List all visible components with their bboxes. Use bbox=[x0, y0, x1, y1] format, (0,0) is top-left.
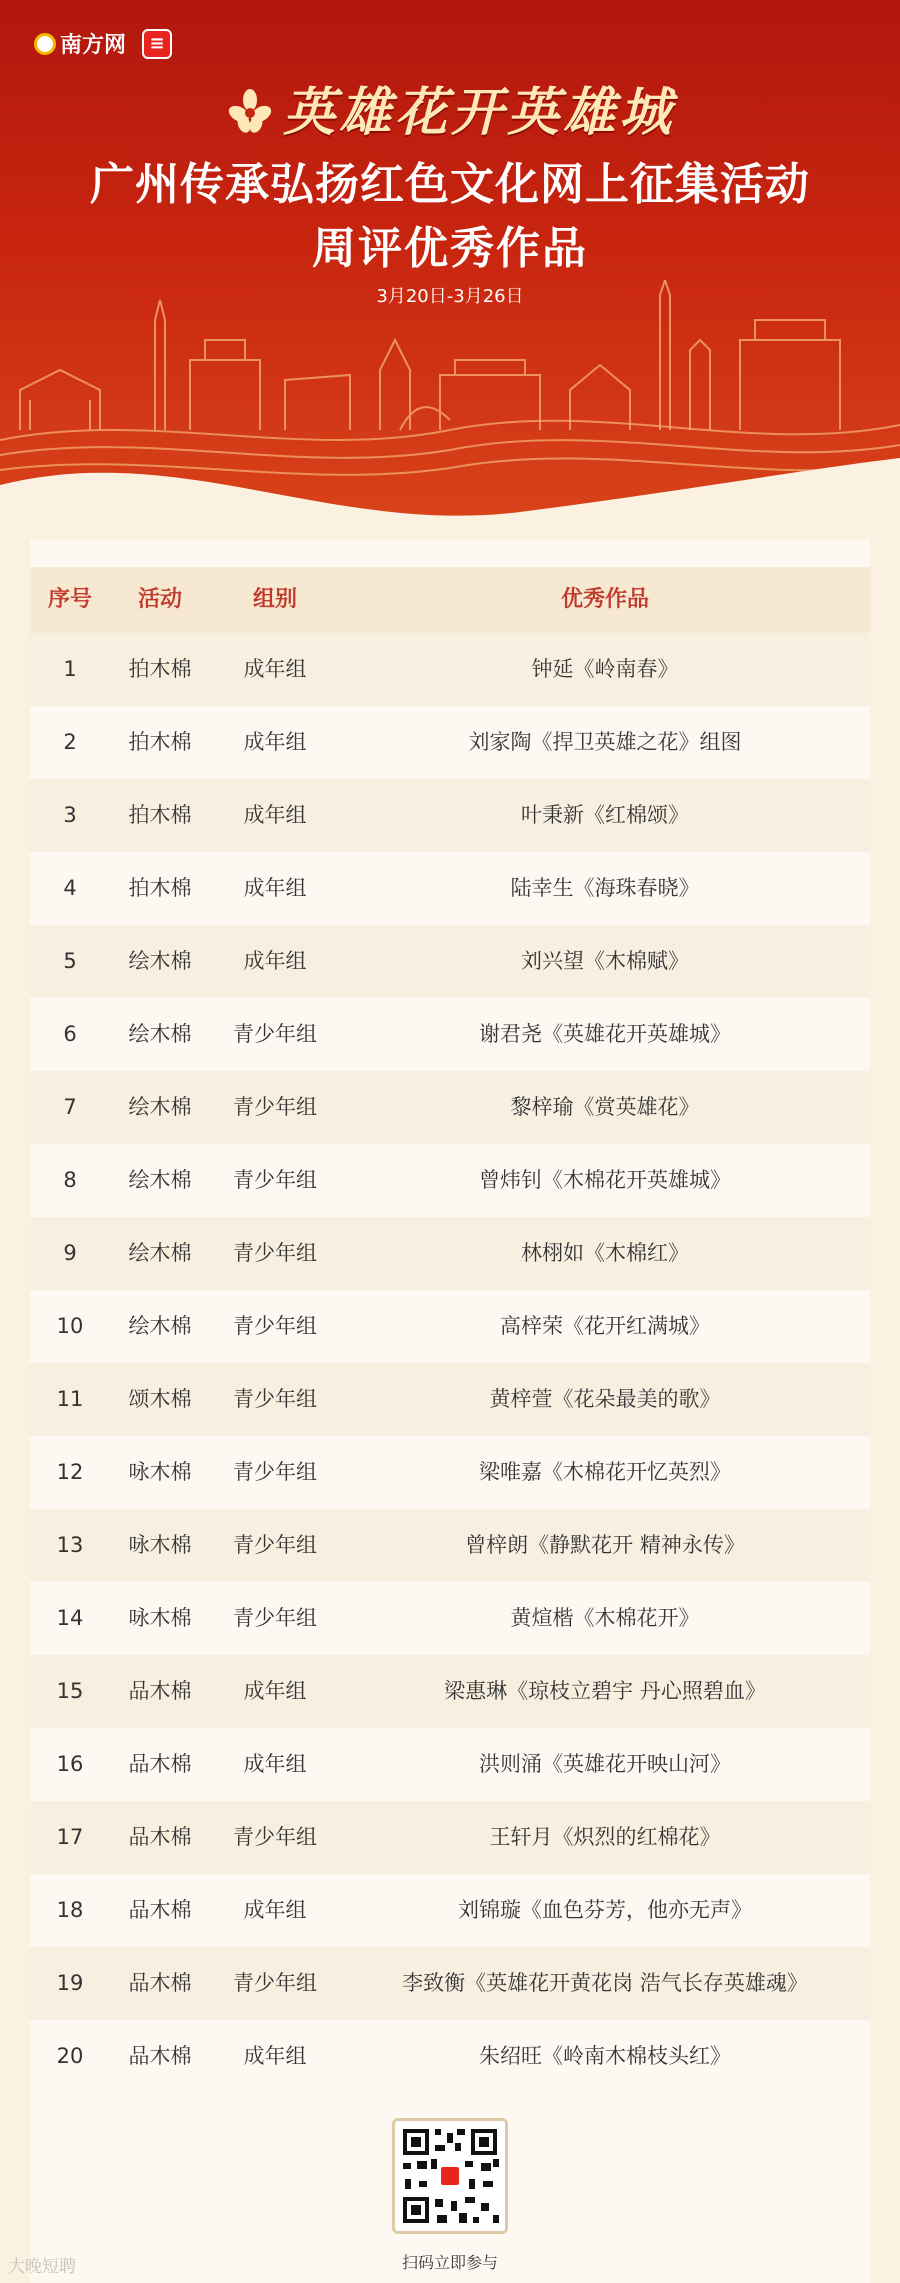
row-group: 成年组 bbox=[243, 730, 307, 754]
row-activity: 咏木棉 bbox=[128, 1606, 192, 1630]
date-range: 3月20日-3月26日 bbox=[376, 286, 524, 307]
row-group: 成年组 bbox=[243, 2044, 307, 2068]
row-activity: 拍木棉 bbox=[128, 730, 192, 754]
table-row bbox=[30, 2020, 870, 2093]
table-row bbox=[30, 1071, 870, 1144]
row-activity: 品木棉 bbox=[128, 1752, 192, 1776]
row-work: 高梓荣《花开红满城》 bbox=[500, 1314, 710, 1338]
row-number: 6 bbox=[63, 1022, 77, 1046]
row-group: 成年组 bbox=[243, 1752, 307, 1776]
kapok-flower-icon bbox=[225, 86, 275, 136]
table-row bbox=[30, 633, 870, 706]
row-work: 黄梓萱《花朵最美的歌》 bbox=[489, 1387, 721, 1411]
table-row bbox=[30, 1655, 870, 1728]
row-activity: 绘木棉 bbox=[128, 1022, 192, 1046]
row-group: 青少年组 bbox=[233, 1606, 317, 1630]
row-activity: 品木棉 bbox=[128, 1679, 192, 1703]
table-row bbox=[30, 1728, 870, 1801]
row-number: 13 bbox=[56, 1533, 84, 1557]
row-activity: 绘木棉 bbox=[128, 949, 192, 973]
table-row bbox=[30, 1290, 870, 1363]
row-work: 李致衡《英雄花开黄花岗 浩气长存英雄魂》 bbox=[402, 1971, 808, 1995]
row-activity: 品木棉 bbox=[128, 1898, 192, 1922]
site-logo-icon bbox=[34, 33, 56, 55]
row-activity: 绘木棉 bbox=[128, 1314, 192, 1338]
table-row bbox=[30, 1144, 870, 1217]
row-number: 14 bbox=[56, 1606, 84, 1630]
row-group: 青少年组 bbox=[233, 1533, 317, 1557]
row-group: 成年组 bbox=[243, 876, 307, 900]
row-number: 8 bbox=[63, 1168, 77, 1192]
qr-code[interactable] bbox=[392, 2118, 508, 2234]
row-number: 15 bbox=[56, 1679, 84, 1703]
row-number: 7 bbox=[63, 1095, 77, 1119]
row-group: 青少年组 bbox=[233, 1971, 317, 1995]
table-row bbox=[30, 1363, 870, 1436]
row-activity: 拍木棉 bbox=[128, 657, 192, 681]
row-group: 成年组 bbox=[243, 1898, 307, 1922]
table-row bbox=[30, 1874, 870, 1947]
table-row bbox=[30, 1217, 870, 1290]
table-row bbox=[30, 1436, 870, 1509]
row-work: 梁唯嘉《木棉花开忆英烈》 bbox=[479, 1460, 731, 1484]
row-number: 10 bbox=[56, 1314, 84, 1338]
qr-caption: 扫码立即参与 bbox=[401, 2253, 498, 2272]
row-group: 青少年组 bbox=[233, 1241, 317, 1265]
row-number: 12 bbox=[56, 1460, 84, 1484]
row-activity: 品木棉 bbox=[128, 1971, 192, 1995]
table-row bbox=[30, 1509, 870, 1582]
row-work: 王轩月《炽烈的红棉花》 bbox=[489, 1825, 721, 1849]
site-name: 南方网 bbox=[60, 32, 127, 58]
column-header-group: 组别 bbox=[252, 587, 297, 612]
page-title-line2: 周评优秀作品 bbox=[312, 223, 588, 274]
row-work: 刘家陶《捍卫英雄之花》组图 bbox=[468, 730, 742, 754]
row-number: 1 bbox=[63, 657, 77, 681]
row-work: 黄煊楷《木棉花开》 bbox=[510, 1606, 700, 1630]
table-row bbox=[30, 1801, 870, 1874]
row-activity: 绘木棉 bbox=[128, 1095, 192, 1119]
site-logo[interactable] bbox=[34, 28, 126, 59]
row-activity: 拍木棉 bbox=[128, 803, 192, 827]
row-group: 青少年组 bbox=[233, 1095, 317, 1119]
row-number: 19 bbox=[56, 1971, 84, 1995]
table-row bbox=[30, 1947, 870, 2020]
row-number: 4 bbox=[63, 876, 77, 900]
column-header-activity: 活动 bbox=[137, 587, 182, 612]
row-work: 洪则涌《英雄花开映山河》 bbox=[479, 1752, 731, 1776]
row-activity: 咏木棉 bbox=[128, 1460, 192, 1484]
row-activity: 绘木棉 bbox=[128, 1241, 192, 1265]
header-banner bbox=[0, 0, 900, 540]
table-row bbox=[30, 779, 870, 852]
campaign-title bbox=[0, 70, 900, 145]
column-header-no: 序号 bbox=[47, 587, 92, 612]
row-activity: 品木棉 bbox=[128, 1825, 192, 1849]
row-work: 叶秉新《红棉颂》 bbox=[521, 803, 689, 827]
table-row bbox=[30, 706, 870, 779]
row-number: 9 bbox=[63, 1241, 77, 1265]
row-group: 青少年组 bbox=[233, 1825, 317, 1849]
row-number: 16 bbox=[56, 1752, 84, 1776]
row-group: 青少年组 bbox=[233, 1022, 317, 1046]
row-group: 成年组 bbox=[243, 1679, 307, 1703]
watermark: 大晚短聘 bbox=[8, 2257, 76, 2277]
row-work: 曾梓朗《静默花开 精神永传》 bbox=[465, 1533, 745, 1557]
row-activity: 绘木棉 bbox=[128, 1168, 192, 1192]
row-number: 3 bbox=[63, 803, 77, 827]
row-group: 成年组 bbox=[243, 949, 307, 973]
city-skyline-illustration bbox=[0, 280, 900, 540]
page-title-line1: 广州传承弘扬红色文化网上征集活动 bbox=[90, 159, 810, 210]
row-activity: 咏木棉 bbox=[128, 1533, 192, 1557]
row-group: 青少年组 bbox=[233, 1460, 317, 1484]
row-number: 17 bbox=[56, 1825, 84, 1849]
row-work: 陆幸生《海珠春晓》 bbox=[510, 876, 700, 900]
row-group: 成年组 bbox=[243, 657, 307, 681]
row-group: 青少年组 bbox=[233, 1314, 317, 1338]
row-work: 梁惠琳《琼枝立碧宇 丹心照碧血》 bbox=[444, 1679, 766, 1703]
row-number: 18 bbox=[56, 1898, 84, 1922]
row-group: 青少年组 bbox=[233, 1387, 317, 1411]
row-work: 谢君尧《英雄花开英雄城》 bbox=[479, 1022, 731, 1046]
works-table bbox=[30, 540, 870, 2283]
row-work: 钟延《岭南春》 bbox=[531, 657, 679, 681]
app-logo-glyph: ≡ bbox=[149, 33, 165, 54]
column-header-work: 优秀作品 bbox=[560, 587, 649, 612]
table-row bbox=[30, 1582, 870, 1655]
app-logo-icon[interactable] bbox=[142, 29, 172, 59]
table-row bbox=[30, 852, 870, 925]
row-work: 刘兴望《木棉赋》 bbox=[521, 949, 689, 973]
logo-row bbox=[34, 28, 172, 59]
row-number: 2 bbox=[63, 730, 77, 754]
row-activity: 品木棉 bbox=[128, 2044, 192, 2068]
table-header bbox=[30, 567, 870, 633]
table-row bbox=[30, 925, 870, 998]
table-row bbox=[30, 998, 870, 1071]
row-work: 曾炜钊《木棉花开英雄城》 bbox=[479, 1168, 731, 1192]
campaign-text: 英雄花开英雄城 bbox=[282, 82, 675, 143]
row-number: 11 bbox=[56, 1387, 84, 1411]
row-work: 朱绍旺《岭南木棉枝头红》 bbox=[479, 2044, 731, 2068]
row-number: 20 bbox=[56, 2044, 84, 2068]
row-group: 成年组 bbox=[243, 803, 307, 827]
row-work: 黎梓瑜《赏英雄花》 bbox=[510, 1095, 700, 1119]
row-group: 青少年组 bbox=[233, 1168, 317, 1192]
row-activity: 颂木棉 bbox=[128, 1387, 192, 1411]
row-number: 5 bbox=[63, 949, 77, 973]
row-activity: 拍木棉 bbox=[128, 876, 192, 900]
row-work: 林栩如《木棉红》 bbox=[521, 1241, 689, 1265]
row-work: 刘锦璇《血色芬芳，他亦无声》 bbox=[458, 1898, 752, 1922]
